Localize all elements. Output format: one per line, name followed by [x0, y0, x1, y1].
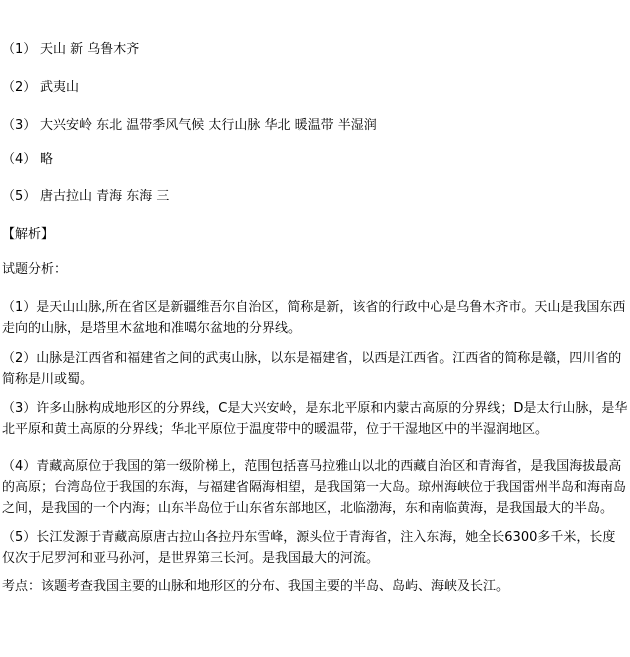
answer-number: （1）	[2, 42, 37, 57]
answer-text: 大兴安岭 东北 温带季风气候 太行山脉 华北 暖温带 半湿润	[40, 118, 377, 133]
analysis-paragraph-3: （3）许多山脉构成地形区的分界线，C是大兴安岭，是东北平原和内蒙古高原的分界线；D是太行山脉，是华北平原和黄土高原的分界线；华北平原位于温度带中的暖温带，位于干湿地区中的半湿润地区。	[2, 401, 628, 437]
answer-5	[2, 187, 169, 207]
answer-text: 武夷山	[40, 80, 80, 95]
answer-text: 略	[40, 152, 54, 167]
answer-4	[2, 150, 53, 170]
answer-text: 天山 新 乌鲁木齐	[40, 42, 140, 57]
answer-number: （4）	[2, 152, 37, 167]
answer-number: （3）	[2, 118, 37, 133]
conclusion-line: 考点：该题考查我国主要的山脉和地形区的分布、我国主要的半岛、岛屿、海峡及长江。	[2, 579, 510, 594]
analysis-paragraph-5: （5）长江发源于青藏高原唐古拉山各拉丹东雪峰，源头位于青海省，注入东海，她全长6300多千米，长度仅次于尼罗河和亚马孙河，是世界第三长河。是我国最大的河流。	[2, 530, 616, 566]
answer-number: （2）	[2, 80, 37, 95]
analysis-heading: 【解析】	[2, 227, 55, 242]
analysis-intro: 试题分析：	[2, 262, 68, 277]
answer-2	[2, 78, 79, 98]
answer-number: （5）	[2, 189, 37, 204]
answer-1	[2, 40, 139, 60]
analysis-paragraph-4: （4）青藏高原位于我国的第一级阶梯上，范围包括喜马拉雅山以北的西藏自治区和青海省，是我国海拔最高的高原；台湾岛位于我国的东海，与福建省隔海相望，是我国第一大岛。琼州海峡位于我国雷州半岛和海南岛之间，是我国的一个内海；山东半岛位于山东省东部地区，北临渤海，东和南临黄海，是我国最大的半岛。	[2, 459, 627, 516]
analysis-paragraph-2: （2）山脉是江西省和福建省之间的武夷山脉，以东是福建省，以西是江西省。江西省的简称是赣，四川省的简称是川或蜀。	[2, 351, 622, 387]
answer-text: 唐古拉山 青海 东海 三	[40, 189, 170, 204]
answer-3	[2, 116, 377, 136]
analysis-paragraph-1: （1）是天山山脉,所在省区是新疆维吾尔自治区，简称是新，该省的行政中心是乌鲁木齐市。天山是我国东西走向的山脉，是塔里木盆地和准噶尔盆地的分界线。	[2, 300, 626, 336]
